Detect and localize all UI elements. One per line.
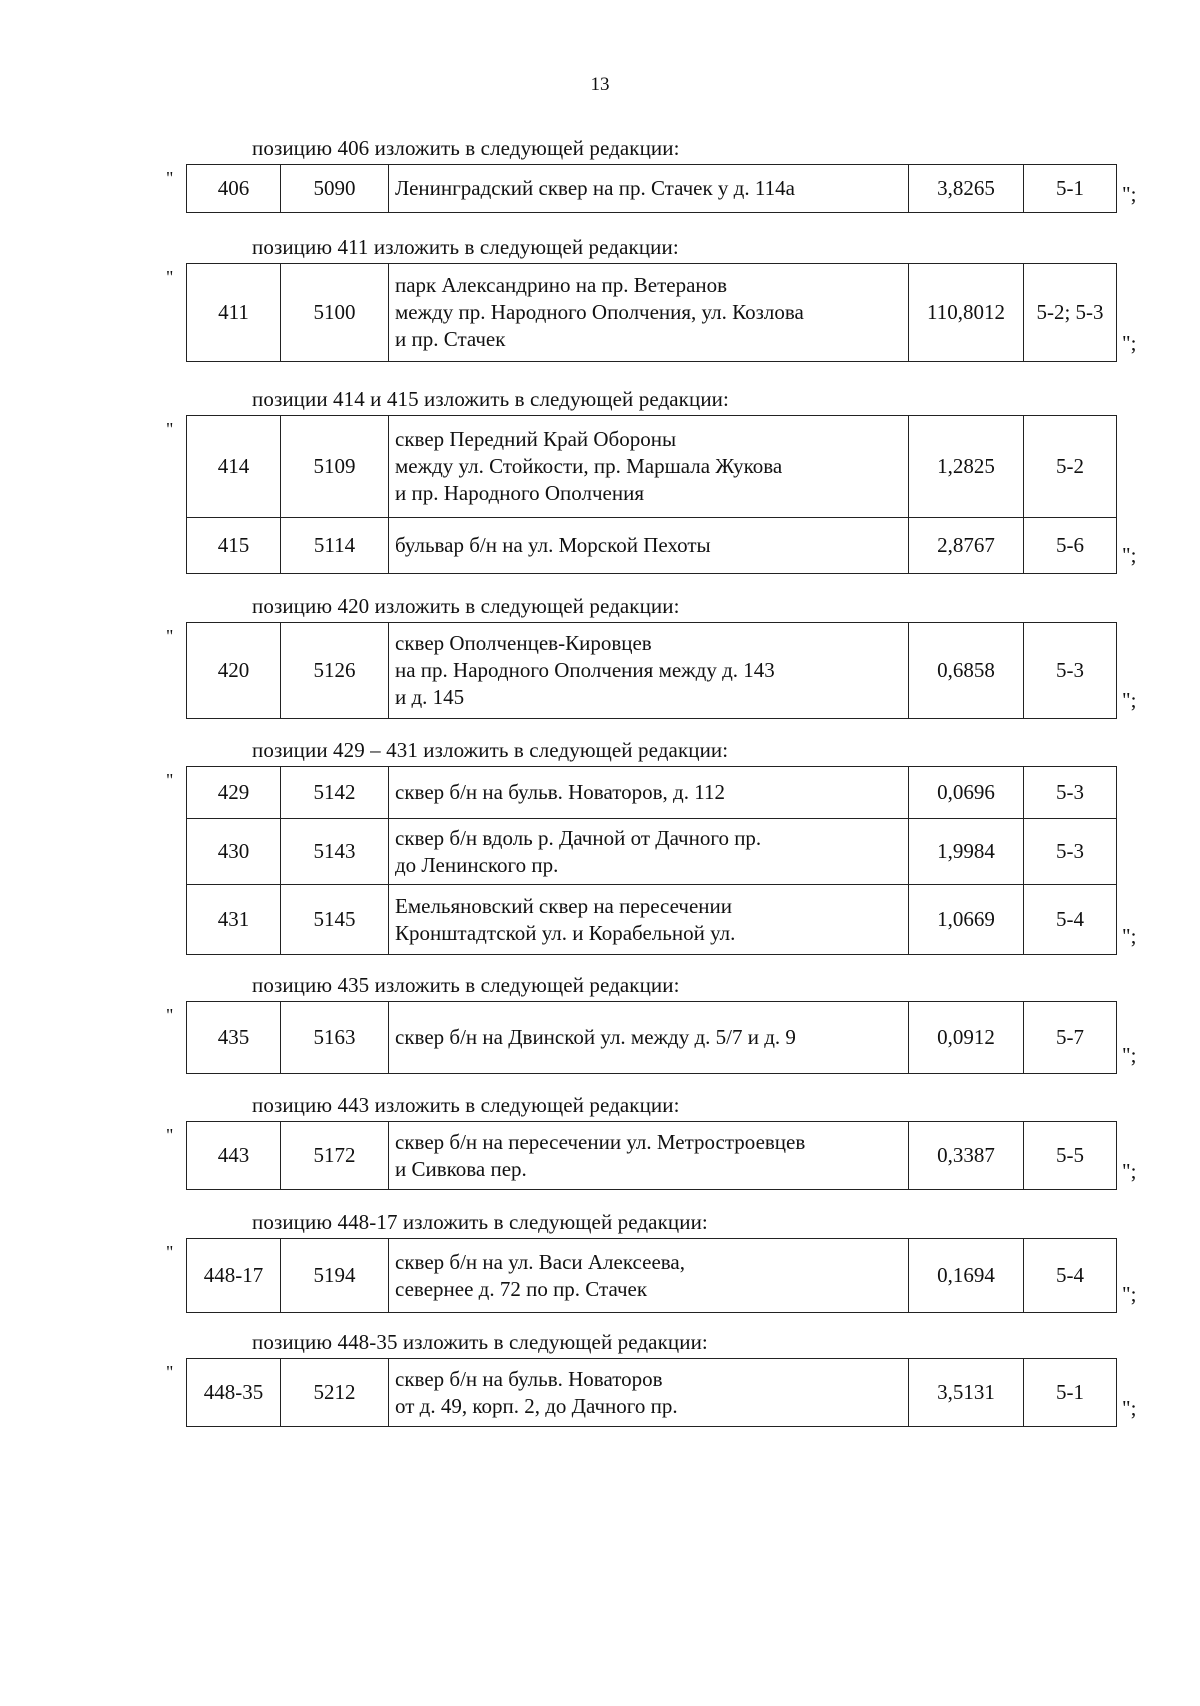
zone-cell: 5-5 (1024, 1122, 1117, 1190)
area-cell: 1,0669 (909, 885, 1024, 955)
amendment-heading: позицию 443 изложить в следующей редакции: (252, 1093, 680, 1117)
amendment-heading: позиции 414 и 415 изложить в следующей редакции: (252, 387, 729, 411)
amendment-heading: позицию 435 изложить в следующей редакции: (252, 973, 680, 997)
object-code-cell: 5126 (281, 623, 389, 719)
object-name-cell: сквер б/н на бульв. Новаторов от д. 49, корп. 2, до Дачного пр. (389, 1359, 909, 1427)
object-code-cell: 5172 (281, 1122, 389, 1190)
table-row (187, 819, 1117, 885)
opening-quote: " (166, 1362, 174, 1382)
position-number-cell: 415 (187, 518, 281, 574)
table-row (187, 885, 1117, 955)
amendment-heading: позицию 411 изложить в следующей редакции: (252, 235, 679, 259)
opening-quote: " (166, 1242, 174, 1262)
position-number-cell: 429 (187, 767, 281, 819)
area-cell: 3,8265 (909, 165, 1024, 213)
table-row (187, 623, 1117, 719)
table-row (187, 264, 1117, 362)
closing-quote: "; (1122, 543, 1137, 567)
positions-table (186, 415, 1117, 574)
amendment-heading: позицию 448-35 изложить в следующей редакции: (252, 1330, 708, 1354)
area-cell: 0,0912 (909, 1002, 1024, 1074)
opening-quote: " (166, 1005, 174, 1025)
zone-cell: 5-1 (1024, 1359, 1117, 1427)
amendment-heading: позицию 448-17 изложить в следующей редакции: (252, 1210, 708, 1234)
object-name-cell: сквер б/н на бульв. Новаторов, д. 112 (389, 767, 909, 819)
amendment-heading: позиции 429 – 431 изложить в следующей редакции: (252, 738, 729, 762)
zone-cell: 5-3 (1024, 819, 1117, 885)
object-code-cell: 5114 (281, 518, 389, 574)
area-cell: 110,8012 (909, 264, 1024, 362)
table-row (187, 767, 1117, 819)
object-name-cell: сквер Ополченцев-Кировцев на пр. Народного Ополчения между д. 143 и д. 145 (389, 623, 909, 719)
table-row (187, 1359, 1117, 1427)
closing-quote: "; (1122, 1043, 1137, 1067)
table-row (187, 1002, 1117, 1074)
object-code-cell: 5163 (281, 1002, 389, 1074)
position-number-cell: 414 (187, 416, 281, 518)
opening-quote: " (166, 419, 174, 439)
position-number-cell: 435 (187, 1002, 281, 1074)
opening-quote: " (166, 626, 174, 646)
position-number-cell: 448-35 (187, 1359, 281, 1427)
object-name-cell: сквер б/н на пересечении ул. Метростроевцев и Сивкова пер. (389, 1122, 909, 1190)
area-cell: 1,9984 (909, 819, 1024, 885)
area-cell: 0,3387 (909, 1122, 1024, 1190)
position-number-cell: 443 (187, 1122, 281, 1190)
opening-quote: " (166, 168, 174, 188)
opening-quote: " (166, 267, 174, 287)
area-cell: 0,0696 (909, 767, 1024, 819)
object-name-cell: парк Александрино на пр. Ветеранов между пр. Народного Ополчения, ул. Козлова и пр. Стачек (389, 264, 909, 362)
area-cell: 0,1694 (909, 1239, 1024, 1313)
zone-cell: 5-3 (1024, 623, 1117, 719)
area-cell: 1,2825 (909, 416, 1024, 518)
position-number-cell: 448-17 (187, 1239, 281, 1313)
object-name-cell: Емельяновский сквер на пересечении Кронштадтской ул. и Корабельной ул. (389, 885, 909, 955)
object-name-cell: сквер б/н на Двинской ул. между д. 5/7 и д. 9 (389, 1002, 909, 1074)
object-code-cell: 5194 (281, 1239, 389, 1313)
object-code-cell: 5100 (281, 264, 389, 362)
page-number: 13 (590, 74, 610, 95)
zone-cell: 5-4 (1024, 1239, 1117, 1313)
object-code-cell: 5212 (281, 1359, 389, 1427)
zone-cell: 5-7 (1024, 1002, 1117, 1074)
opening-quote: " (166, 1125, 174, 1145)
position-number-cell: 431 (187, 885, 281, 955)
object-code-cell: 5142 (281, 767, 389, 819)
position-number-cell: 420 (187, 623, 281, 719)
closing-quote: "; (1122, 1396, 1137, 1420)
positions-table (186, 1121, 1117, 1190)
zone-cell: 5-4 (1024, 885, 1117, 955)
object-code-cell: 5090 (281, 165, 389, 213)
zone-cell: 5-3 (1024, 767, 1117, 819)
object-name-cell: сквер б/н вдоль р. Дачной от Дачного пр. до Ленинского пр. (389, 819, 909, 885)
table-row (187, 416, 1117, 518)
zone-cell: 5-2; 5-3 (1024, 264, 1117, 362)
closing-quote: "; (1122, 182, 1137, 206)
area-cell: 0,6858 (909, 623, 1024, 719)
positions-table (186, 766, 1117, 955)
closing-quote: "; (1122, 1159, 1137, 1183)
opening-quote: " (166, 770, 174, 790)
amendment-heading: позицию 420 изложить в следующей редакции: (252, 594, 680, 618)
position-number-cell: 411 (187, 264, 281, 362)
positions-table (186, 263, 1117, 362)
table-row (187, 1122, 1117, 1190)
amendment-heading: позицию 406 изложить в следующей редакции: (252, 136, 680, 160)
object-name-cell: Ленинградский сквер на пр. Стачек у д. 114а (389, 165, 909, 213)
area-cell: 2,8767 (909, 518, 1024, 574)
table-row (187, 518, 1117, 574)
positions-table (186, 1358, 1117, 1427)
zone-cell: 5-1 (1024, 165, 1117, 213)
table-row (187, 165, 1117, 213)
closing-quote: "; (1122, 1282, 1137, 1306)
area-cell: 3,5131 (909, 1359, 1024, 1427)
object-name-cell: сквер Передний Край Обороны между ул. Стойкости, пр. Маршала Жукова и пр. Народного Ополчения (389, 416, 909, 518)
object-name-cell: сквер б/н на ул. Васи Алексеева, севернее д. 72 по пр. Стачек (389, 1239, 909, 1313)
positions-table (186, 1238, 1117, 1313)
closing-quote: "; (1122, 924, 1137, 948)
object-code-cell: 5145 (281, 885, 389, 955)
closing-quote: "; (1122, 688, 1137, 712)
position-number-cell: 430 (187, 819, 281, 885)
object-code-cell: 5143 (281, 819, 389, 885)
closing-quote: "; (1122, 331, 1137, 355)
positions-table (186, 1001, 1117, 1074)
table-row (187, 1239, 1117, 1313)
position-number-cell: 406 (187, 165, 281, 213)
zone-cell: 5-6 (1024, 518, 1117, 574)
object-name-cell: бульвар б/н на ул. Морской Пехоты (389, 518, 909, 574)
positions-table (186, 164, 1117, 213)
zone-cell: 5-2 (1024, 416, 1117, 518)
object-code-cell: 5109 (281, 416, 389, 518)
positions-table (186, 622, 1117, 719)
